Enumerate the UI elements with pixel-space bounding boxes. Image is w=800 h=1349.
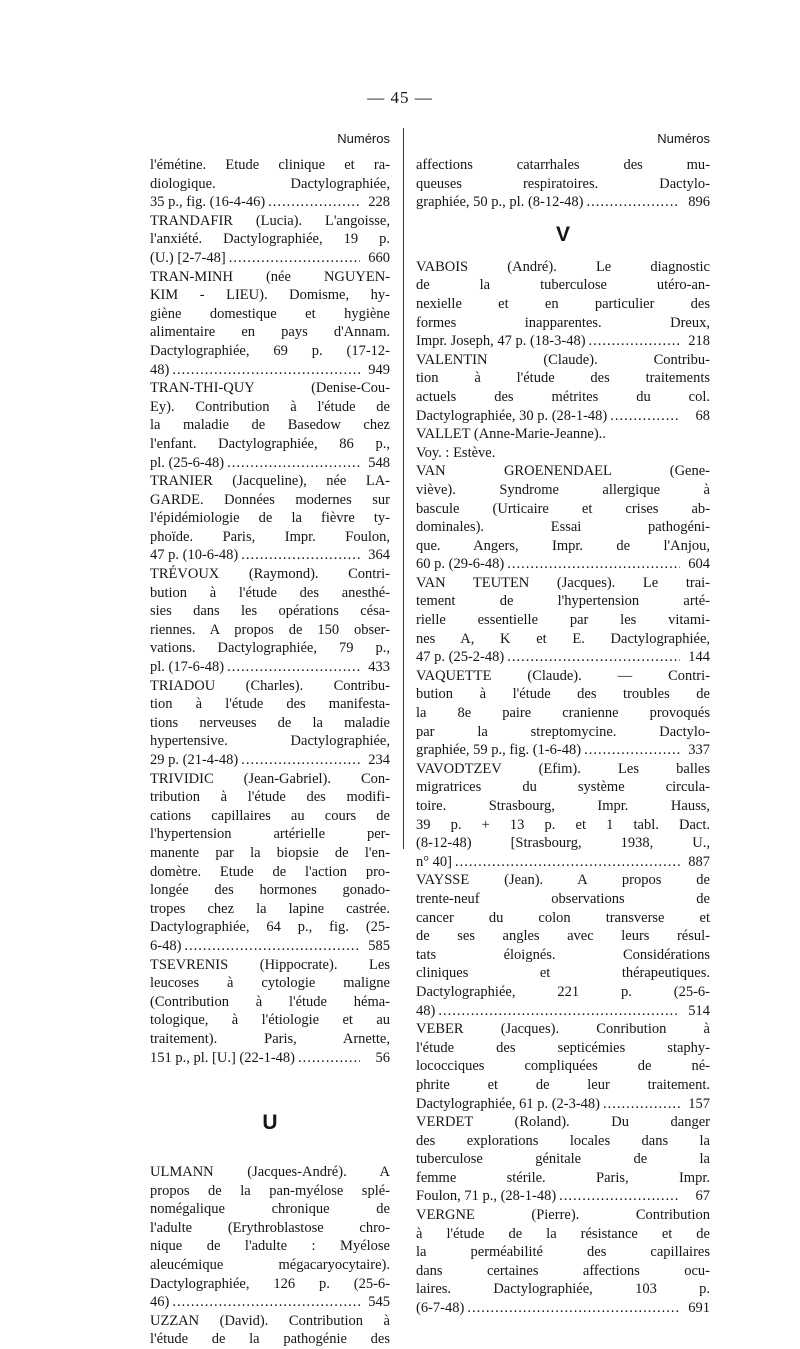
entry-number: 660 [368,249,390,266]
entry-text: 35 p., fig. (16-4-46) [150,194,266,211]
dot-leader [229,249,360,268]
entry-line: tuberculose génitale de la [416,1151,710,1168]
entry-text: (6-7-48) [416,1300,465,1317]
entry-line: toire. Strasbourg, Impr. Hauss, [416,798,710,814]
entry-text: Impr. Joseph, 47 p. (18-3-48) [416,333,586,350]
entry-number: 604 [688,556,710,573]
entry-line: VALLET (Anne-Marie-Jeanne).. [416,426,606,443]
entry-line: formes inapparentes. Dreux, [416,314,710,331]
entry-number: 545 [368,1294,390,1311]
entry-line: VABOIS (André). Le diagnostic [416,258,710,275]
entry-line-with-number [150,751,390,770]
entry-number: 67 [695,1188,710,1205]
entry-line: que. Angers, Impr. de l'Anjou, [416,537,710,554]
entry-number: 157 [688,1095,710,1112]
entry-line-with-number [416,1187,710,1206]
entry-line: traitement). Paris, Arnette, [150,1030,390,1047]
entry-line: TRIADOU (Charles). Contribu- [150,677,390,694]
entry-text: 151 p., pl. [U.] (22-1-48) [150,1049,295,1066]
entry-line: cliniques et thérapeutiques. [416,965,710,982]
entry-line: nomégalique chronique de [150,1201,390,1218]
entry-text: pl. (25-6-48) [150,454,225,471]
entry-text: graphiée, 50 p., pl. (8-12-48) [416,194,584,211]
entry-line: manente par la biopsie de l'en- [150,844,390,861]
entry-line: UZZAN (David). Contribution à [150,1312,390,1329]
entry-text: 6-48) [150,937,182,954]
entry-line: longée des hormones gonado- [150,882,390,899]
dot-leader [584,741,680,760]
dot-leader [241,751,360,770]
entry-line: par la streptomycine. Dactylo- [416,723,710,740]
entry-number: 548 [368,454,390,471]
column-left [150,130,390,1349]
entry-line: bution à l'étude des anesthé- [150,584,390,601]
entry-line: dominales). Essai pathogéni- [416,519,710,536]
entry-line: hypertensive. Dactylographiée, [150,733,390,750]
entry-line: TRAN-THI-QUY (Denise-Cou- [150,380,390,397]
entry-line: la maladie de Basedow chez [150,417,390,434]
entry-line-with-number [150,454,390,473]
entry-line-with-number [416,648,710,667]
entry-text: 48) [416,1002,436,1019]
dot-leader [172,1293,360,1312]
entry-number: 68 [695,407,710,424]
entry-line-with-number [150,249,390,268]
entry-line: Dactylographiée, 221 p. (25-6- [416,983,710,1000]
entry-line: ULMANN (Jacques-André). A [150,1164,390,1181]
entry-line: lococciques compliquées de né- [416,1058,710,1075]
entry-line: l'émétine. Etude clinique et ra- [150,157,390,173]
entry-line-with-number [150,937,390,956]
entry-number: 949 [368,361,390,378]
entry-line-with-number [416,332,710,351]
entry-line: aleucémique mégacaryocytaire). [150,1257,390,1274]
entry-line-with-number [416,407,710,426]
entry-line: bascule (Urticaire et crises ab- [416,500,710,517]
entry-line: phoïde. Paris, Impr. Foulon, [150,528,390,545]
entry-line: KIM - LIEU). Domisme, hy- [150,287,390,304]
entry-text: 29 p. (21-4-48) [150,752,239,768]
dot-leader [603,1095,680,1114]
dot-leader [467,1299,680,1318]
entry-line: tropes chez la lapine castrée. [150,900,390,917]
dot-leader [587,193,680,212]
entry-line: riennes. A propos de 150 obser- [150,621,390,638]
entry-line: TRANIER (Jacqueline), née LA- [150,473,390,490]
entry-line: la 8e paire cranienne provoqués [416,705,710,722]
entry-line: à l'étude de la résistance et de [416,1225,710,1242]
entry-line-with-number [150,546,390,565]
entry-line: VAVODTZEV (Efim). Les balles [416,760,710,777]
entry-text: 46) [150,1294,170,1311]
entry-line: alimentaire en pays d'Annam. [150,324,390,341]
entry-text: n° 40] [416,853,453,870]
entry-line: diologique. Dactylographiée, [150,175,390,192]
entry-line: bution à l'étude des troubles de [416,686,710,703]
entry-number: 234 [368,752,390,768]
entry-line: rielle essentielle par les vitami- [416,612,710,629]
entry-line: la perméabilité des capillaires [416,1244,710,1261]
entry-number: 585 [368,937,390,954]
column-header: Numéros [657,131,710,146]
dot-leader [438,1002,680,1021]
entry-line: 39 p. + 13 p. et 1 tabl. Dact. [416,816,710,833]
entry-line: VEBER (Jacques). Conribution à [416,1021,710,1038]
entry-line: VAN TEUTEN (Jacques). Le trai- [416,574,710,591]
dot-leader [507,648,680,667]
entry-text: Foulon, 71 p., (28-1-48) [416,1188,557,1205]
dot-leader [241,546,360,565]
entry-line: nique de l'adulte : Myélose [150,1238,390,1255]
entry-line: l'anxiété. Dactylographiée, 19 p. [150,231,390,248]
dot-leader [589,332,680,351]
entry-text: Dactylographiée, 30 p. (28-1-48) [416,407,608,424]
entry-line: giène domestique et hygiène [150,305,390,322]
entry-number: 433 [368,659,390,676]
entry-line: l'enfant. Dactylographiée, 86 p., [150,435,390,452]
entry-line: viève). Syndrome allergique à [416,481,710,498]
entry-line: VERDET (Roland). Du danger [416,1114,710,1131]
dot-leader [298,1049,360,1068]
entry-number: 218 [688,333,710,350]
entry-line: femme stérile. Paris, Impr. [416,1169,710,1186]
entry-line: l'étude de la pathogénie des [150,1331,390,1348]
column-right [416,130,710,1318]
entry-line: VAYSSE (Jean). A propos de [416,872,710,889]
entry-line-with-number [150,1049,390,1068]
entry-line-with-number [416,193,710,212]
entry-line: laires. Dactylographiée, 103 p. [416,1281,710,1298]
entry-text: 60 p. (29-6-48) [416,556,505,573]
entry-line: domètre. Etude de l'action pro- [150,863,390,880]
entry-text: pl. (17-6-48) [150,659,225,676]
entry-line: trente-neuf observations de [416,890,710,907]
entry-line: sies dans les opérations césa- [150,603,390,620]
entry-number: 337 [688,742,710,759]
entry-line: tions nerveuses de la maladie [150,714,390,731]
entry-line: leucoses à cytologie maligne [150,975,390,992]
entry-text: Dactylographiée, 61 p. (2-3-48) [416,1095,601,1112]
entry-number: 514 [688,1002,710,1019]
column-divider [403,128,404,849]
entry-line: Voy. : Estève. [416,444,496,461]
entry-line-with-number [150,193,390,212]
entry-line: Dactylographiée, 69 p. (17-12- [150,342,390,359]
entry-number: 56 [375,1049,390,1066]
entry-line-with-number [416,555,710,574]
entry-line: cancer du colon transverse et [416,909,710,926]
entry-line: affections catarrhales des mu- [416,157,710,173]
entry-line: GARDE. Données modernes sur [150,491,390,508]
entry-number: 691 [688,1300,710,1317]
entry-line: actuels des métrites du col. [416,388,710,405]
entry-number: 228 [368,194,390,211]
entry-line: TSEVRENIS (Hippocrate). Les [150,956,390,973]
entry-line: nexielle et en particulier des [416,295,710,312]
dot-leader [610,407,680,426]
entry-line: VERGNE (Pierre). Contribution [416,1207,710,1224]
entry-line-with-number [416,1095,710,1114]
entry-line: tion à l'étude des manifesta- [150,696,390,713]
dot-leader [227,658,360,677]
dot-leader [172,361,360,380]
entry-line: tement de l'hypertension arté- [416,593,710,610]
page-number: — 45 — [367,88,433,107]
entry-line: TRANDAFIR (Lucia). L'angoisse, [150,212,390,229]
dot-leader [184,937,360,956]
entry-line: dans certaines affections ocu- [416,1262,710,1279]
entry-lines [416,156,710,1318]
entry-text: (U.) [2-7-48] [150,249,226,266]
entry-text: 47 p. (10-6-48) [150,547,239,564]
dot-leader [507,555,680,574]
section-letter: U [262,1111,278,1135]
entry-lines [150,156,390,1349]
entry-line: l'adulte (Erythroblastose chro- [150,1219,390,1236]
entry-line: Dactylographiée, 64 p., fig. (25- [150,919,390,936]
entry-line: tribution à l'étude des modifi- [150,789,390,806]
entry-line: tologique, à l'étiologie et au [150,1012,390,1029]
entry-line: Dactylographiée, 126 p. (25-6- [150,1275,390,1292]
dot-leader [559,1187,680,1206]
entry-line: VALENTIN (Claude). Contribu- [416,351,710,368]
entry-text: 48) [150,361,170,378]
entry-number: 896 [688,194,710,211]
entry-line: l'épidémiologie de la fièvre ty- [150,510,390,527]
entry-line: propos de la pan-myélose splé- [150,1182,390,1199]
entry-line-with-number [150,1293,390,1312]
entry-line: nes A, K et E. Dactylographiée, [416,630,710,647]
entry-line: migratrices du système circula- [416,779,710,796]
column-header: Numéros [337,131,390,146]
entry-line-with-number [150,658,390,677]
entry-line: (8-12-48) [Strasbourg, 1938, U., [416,835,710,852]
entry-text: 47 p. (25-2-48) [416,649,505,666]
entry-line-with-number [416,1299,710,1318]
entry-line-with-number [150,361,390,380]
entry-line: TRAN-MINH (née NGUYEN- [150,268,390,285]
entry-line: (Contribution à l'étude héma- [150,993,390,1010]
entry-line-with-number [416,1002,710,1021]
dot-leader [268,193,360,212]
entry-number: 144 [688,649,710,666]
entry-line-with-number [416,741,710,760]
entry-line-with-number [416,853,710,872]
entry-line: des explorations locales dans la [416,1132,710,1149]
entry-number: 364 [368,547,390,564]
entry-line: Ey). Contribution à l'étude de [150,398,390,415]
entry-line: VAN GROENENDAEL (Gene- [416,463,710,480]
entry-line: VAQUETTE (Claude). — Contri- [416,667,710,684]
dot-leader [227,454,360,473]
entry-line: tats éloignés. Considérations [416,946,710,963]
entry-line: vations. Dactylographiée, 79 p., [150,640,390,657]
entry-line: tion à l'étude des traitements [416,370,710,387]
dot-leader [455,853,680,872]
entry-text: graphiée, 59 p., fig. (1-6-48) [416,742,582,759]
entry-line: de la tuberculose utéro-an- [416,277,710,294]
entry-line: cations capillaires au cours de [150,807,390,824]
entry-line: l'hypertension artérielle per- [150,826,390,843]
entry-line: l'étude des septicémies staphy- [416,1039,710,1056]
entry-line: TRÉVOUX (Raymond). Contri- [150,566,390,583]
entry-line: phrite et de leur traitement. [416,1076,710,1093]
entry-line: de ses angles avec leurs résul- [416,928,710,945]
entry-line: queuses respiratoires. Dactylo- [416,175,710,192]
section-letter: V [555,222,570,246]
entry-number: 887 [688,853,710,870]
entry-line: TRIVIDIC (Jean-Gabriel). Con- [150,770,390,787]
